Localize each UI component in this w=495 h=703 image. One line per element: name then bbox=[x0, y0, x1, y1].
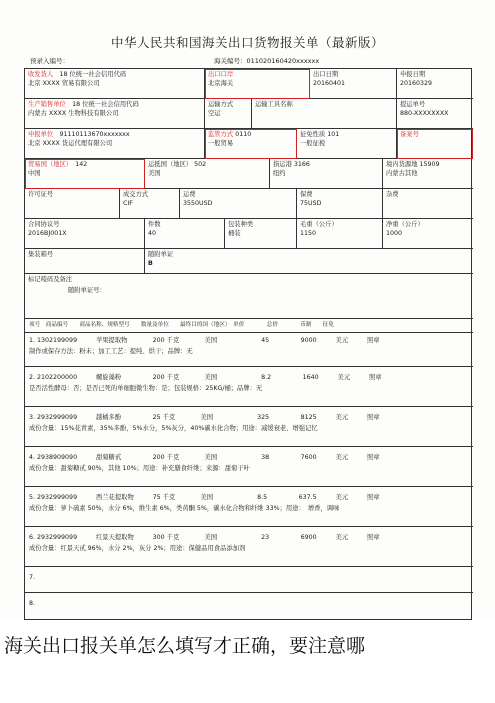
customs-number: 海关编号：011020160420xxxxxx bbox=[214, 57, 320, 65]
goods-item bbox=[25, 367, 473, 407]
pieces-label: 件数 bbox=[148, 221, 161, 228]
record-label: 备案号 bbox=[400, 131, 419, 138]
goods-source-value: 内蒙古其他 bbox=[386, 169, 418, 177]
trade-country-cell bbox=[25, 159, 145, 189]
shipper-code: 18 位统一社会信用代码 bbox=[59, 71, 127, 78]
levy-code: 101 bbox=[327, 131, 340, 138]
license-label: 许可证号 bbox=[28, 191, 54, 198]
goods-item bbox=[25, 333, 473, 367]
levy-cell bbox=[297, 129, 397, 159]
attached-docs-label: 随附单证 bbox=[148, 251, 174, 258]
producer-name: 内蒙古 XXXX 生物科技有限公司 bbox=[28, 109, 119, 117]
goods-item bbox=[25, 567, 473, 593]
port-dest-code: 3166 bbox=[293, 161, 310, 168]
agent-name: 北京 XXXX 货运代理有限公司 bbox=[28, 139, 113, 147]
attached-docs-cell bbox=[145, 249, 473, 274]
goods-item bbox=[25, 447, 473, 487]
goods-item-detail: 成份含量：萝卜硫素 50%，水分 6%，维生素 6%，类黄酮 5%，碳水化合物和纤维 33%；用途： 增香，调味 bbox=[29, 505, 340, 512]
goods-item-line: 2. 2102200000 螺旋藻粉 200 千克 美国 8.2 1640 美元 照章 bbox=[29, 374, 382, 381]
goods-item bbox=[25, 407, 473, 447]
freight-label: 运费 bbox=[183, 191, 196, 198]
freight-value: 3550USD bbox=[183, 199, 213, 207]
goods-item-detail: 是否活性酵母：否；是否已死的单细胞微生物：是；包装规格：25KG/桶；品牌：无 bbox=[29, 385, 263, 392]
goods-header bbox=[25, 319, 473, 333]
dest-country-cell bbox=[145, 159, 270, 189]
pre-entry-number: 预录入编号： bbox=[30, 57, 69, 65]
goods-item-line: 1. 1302199099 苹果提取物 200 千克 美国 45 9000 美元 照章 bbox=[29, 337, 380, 344]
marks-label: 标记唛码及备注 bbox=[28, 276, 73, 283]
premium-cell bbox=[297, 189, 383, 219]
pieces-cell bbox=[145, 219, 225, 249]
export-port-cell bbox=[205, 69, 310, 99]
record-cell bbox=[397, 129, 473, 159]
document-title: 中华人民共和国海关出口货物报关单（最新版） bbox=[110, 35, 384, 50]
vehicle-cell bbox=[252, 99, 397, 129]
freight-cell bbox=[180, 189, 297, 219]
export-date-value: 20160401 bbox=[313, 79, 346, 87]
shipper-cell bbox=[25, 69, 205, 99]
transport-cell bbox=[205, 99, 252, 129]
levy-label: 征免性质 bbox=[300, 131, 326, 138]
bill-number-value: 880-XXXXXXXX bbox=[400, 109, 449, 117]
levy-value: 一般征税 bbox=[300, 139, 326, 147]
goods-item bbox=[25, 593, 473, 620]
license-cell bbox=[25, 189, 120, 219]
goods-item-line: 3. 2932999099 越橘多酚 25 千克 美国 325 8125 美元 照章 bbox=[29, 414, 380, 421]
gross-weight-value: 1150 bbox=[300, 229, 317, 237]
goods-item-line: 4. 2938909090 甜菊糖甙 200 千克 美国 38 7600 美元 照章 bbox=[29, 454, 380, 461]
goods-item-line: 5. 2932999099 西兰花提取物 75 千克 美国 8.5 637.5 美元 照章 bbox=[29, 494, 380, 501]
goods-header-text: 项号 商品编号 商品名称、规格型号 数量及单位 最终目的国（地区） 单价 总价 币制 征免 bbox=[29, 322, 334, 328]
misc-fee-cell bbox=[383, 189, 473, 219]
gross-weight-label: 毛重（公斤） bbox=[300, 221, 338, 228]
goods-source-label: 境内货源地 bbox=[386, 161, 418, 168]
declare-date-value: 20160329 bbox=[400, 79, 433, 87]
supervision-label: 监管方式 bbox=[208, 131, 234, 138]
trade-country-label: 贸易国（地区） bbox=[28, 161, 69, 168]
docs-number-label: 随附单证号： bbox=[68, 286, 106, 294]
goods-item-detail: 制作或保存方法：粉末；加工工艺：提纯、烘干；品牌：无 bbox=[29, 348, 193, 355]
producer-label: 生产销售单位 bbox=[28, 101, 66, 108]
declare-date-label: 申报日期 bbox=[400, 71, 426, 78]
gross-weight-cell bbox=[297, 219, 383, 249]
deal-mode-cell bbox=[120, 189, 180, 219]
transport-value: 空运 bbox=[208, 109, 221, 117]
goods-source-cell bbox=[383, 159, 473, 189]
net-weight-cell bbox=[383, 219, 473, 249]
net-weight-value: 1000 bbox=[386, 229, 403, 237]
vehicle-label: 运输工具名称 bbox=[255, 101, 293, 108]
supervision-value: 一般贸易 bbox=[208, 139, 234, 147]
export-port-value: 北京海关 bbox=[208, 79, 234, 87]
shipper-name: 北京 XXXX 贸易有限公司 bbox=[28, 79, 100, 87]
contract-value: 2016BJ001X bbox=[28, 229, 67, 237]
export-date-cell bbox=[310, 69, 397, 99]
misc-fee-label: 杂费 bbox=[386, 191, 399, 198]
bill-number-cell bbox=[397, 99, 473, 129]
goods-item bbox=[25, 527, 473, 567]
article-caption: 海关出口报关单怎么填写才正确，要注意哪 bbox=[4, 635, 366, 657]
package-cell bbox=[225, 219, 297, 249]
pieces-value: 40 bbox=[148, 229, 157, 237]
declare-date-cell bbox=[397, 69, 473, 99]
producer-cell bbox=[25, 99, 205, 129]
goods-source-code: 15909 bbox=[419, 161, 440, 168]
export-date-label: 出口日期 bbox=[313, 71, 339, 78]
goods-item-line: 6. 2932999099 红景天提取物 300 千克 美国 23 6900 美元 照章 bbox=[29, 534, 380, 541]
port-dest-cell bbox=[270, 159, 383, 189]
marks-cell bbox=[25, 274, 473, 319]
dest-country-value: 美国 bbox=[148, 169, 161, 177]
trade-country-value: 中国 bbox=[28, 169, 41, 177]
bill-number-label: 提运单号 bbox=[400, 101, 426, 108]
transport-label: 运输方式 bbox=[208, 101, 234, 108]
container-cell bbox=[25, 249, 145, 274]
contract-label: 合同协议号 bbox=[28, 221, 60, 228]
package-value: 桶装 bbox=[228, 229, 241, 237]
supervision-cell bbox=[205, 129, 297, 159]
trade-country-code: 142 bbox=[75, 161, 88, 168]
agent-label: 申报单位 bbox=[28, 131, 54, 138]
premium-label: 保费 bbox=[300, 191, 313, 198]
goods-item-detail: 成份含量：15%花青素，35%多酚，5%水分，5%灰分，40%碳水化合物；用途：减缓衰老、增强记忆 bbox=[29, 425, 318, 432]
goods-item bbox=[25, 487, 473, 527]
attached-docs-value: B bbox=[148, 259, 153, 267]
net-weight-label: 净重（公斤） bbox=[386, 221, 424, 228]
port-dest-value: 纽约 bbox=[273, 169, 286, 177]
supervision-code: 0110 bbox=[235, 131, 252, 138]
contract-cell bbox=[25, 219, 145, 249]
declaration-form bbox=[24, 68, 472, 620]
goods-item-detail: 成份含量：甜菊糖甙 90%，其他 10%；用途：补充膳食纤维；来源：甜菊干叶 bbox=[29, 465, 250, 472]
port-dest-label: 指运港 bbox=[273, 161, 292, 168]
deal-mode-label: 成交方式 bbox=[123, 191, 149, 198]
dest-country-label: 运抵国（地区） bbox=[148, 161, 193, 168]
dest-country-code: 502 bbox=[194, 161, 207, 168]
agent-code: 91110113670xxxxxxx bbox=[59, 131, 130, 138]
package-label: 包装种类 bbox=[228, 221, 254, 228]
goods-item-line: 7. bbox=[29, 574, 36, 581]
premium-value: 75USD bbox=[300, 199, 322, 207]
goods-item-detail: 成份含量：红景天甙 96%，水分 2%，灰分 2%；用途：保健品用食品添加剂 bbox=[29, 545, 246, 552]
agent-cell bbox=[25, 129, 205, 159]
shipper-label: 收发货人 bbox=[28, 71, 54, 78]
deal-mode-value: CIF bbox=[123, 199, 133, 207]
goods-item-line: 8. bbox=[29, 600, 36, 607]
producer-code: 18 位统一社会信用代码 bbox=[72, 101, 139, 108]
export-port-label: 出口口岸 bbox=[208, 71, 234, 78]
container-label: 集装箱号 bbox=[28, 251, 54, 258]
